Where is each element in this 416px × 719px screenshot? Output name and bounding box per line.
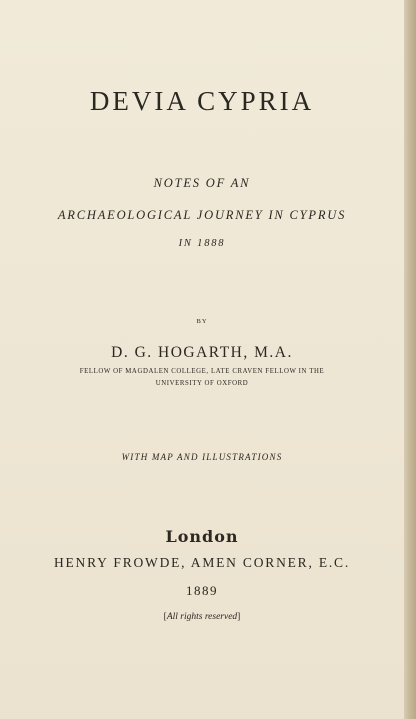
imprint-place: London (165, 527, 239, 546)
author-affiliation-line-2: UNIVERSITY OF OXFORD (155, 380, 249, 387)
rights-close-bracket: ] (237, 612, 241, 622)
book-title: DEVIA CYPRIA (89, 86, 315, 116)
author-name: D. G. HOGARTH, M.A. (111, 344, 293, 361)
imprint-publisher: HENRY FROWDE, AMEN CORNER, E.C. (53, 555, 351, 570)
rights-notice (0, 612, 404, 622)
subtitle-line-1: NOTES OF AN (153, 176, 251, 190)
subtitle-line-3: IN 1888 (178, 238, 226, 249)
author-affiliation-line-1: FELLOW OF MAGDALEN COLLEGE, LATE CRAVEN FELLOW IN THE (79, 368, 325, 375)
illustrations-note: WITH MAP AND ILLUSTRATIONS (121, 452, 283, 462)
byline: BY (196, 318, 208, 325)
subtitle-line-2: ARCHAEOLOGICAL JOURNEY IN CYPRUS (57, 208, 347, 222)
rights-open-bracket: [ (163, 612, 167, 622)
rights-text: All rights reserved (166, 612, 238, 622)
imprint-year: 1889 (186, 583, 218, 598)
page-edge (404, 0, 416, 719)
